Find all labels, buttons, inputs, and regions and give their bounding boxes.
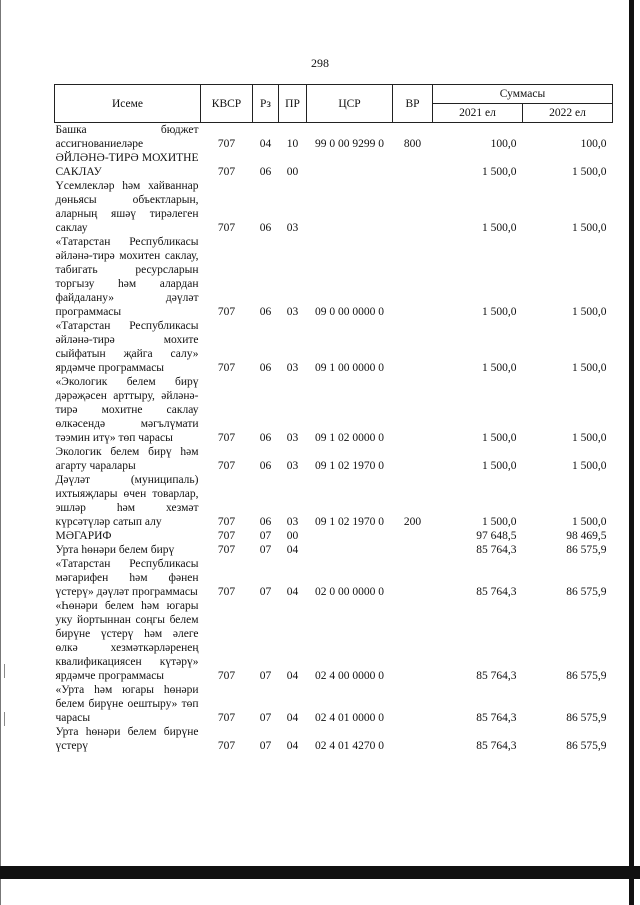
row-rz: 06 <box>259 222 272 234</box>
row-sum-2021: 1 500,0 <box>482 166 517 178</box>
row-kvsr: 707 <box>217 166 236 178</box>
row-vr <box>393 319 433 375</box>
row-name: «Экологик белем бирү дәрәҗәсен арттыру, әйләнә-тирә мохитне саклау өлкәсендә мәгълүмати тәэмин итү» төп чарасы <box>55 376 199 444</box>
row-csr <box>307 529 393 543</box>
row-sum-2022: 86 575,9 <box>566 670 607 682</box>
row-vr <box>393 557 433 599</box>
row-name: Дәүләт (муниципаль) ихтыяҗлары өчен товарлар, эшләр һәм хезмәт күрсәтүләр сатып алу <box>55 474 199 528</box>
row-kvsr: 707 <box>217 138 236 150</box>
row-name: Урта һөнәри белем бирү <box>55 544 175 556</box>
row-name: «Татарстан Республикасы әйләнә-тирә мохите сыйфатын җайга салу» ярдәмче программасы <box>55 320 199 374</box>
row-pr: 04 <box>286 670 299 682</box>
row-vr <box>393 445 433 473</box>
row-csr: 02 4 01 4270 0 <box>315 740 384 752</box>
row-sum-2021: 1 500,0 <box>482 362 517 374</box>
header-vr: ВР <box>393 85 433 123</box>
row-csr: 02 4 00 0000 0 <box>315 670 384 682</box>
table-row <box>55 151 613 179</box>
row-sum-2022: 1 500,0 <box>572 460 607 472</box>
row-csr: 09 0 00 0000 0 <box>315 306 384 318</box>
row-sum-2021: 1 500,0 <box>482 460 517 472</box>
row-csr: 09 1 02 1970 0 <box>315 516 384 528</box>
row-kvsr: 707 <box>217 670 236 682</box>
row-csr: 09 1 00 0000 0 <box>315 362 384 374</box>
row-rz: 06 <box>259 516 272 528</box>
row-name: Башка бюджет ассигнованиеләре <box>55 124 199 150</box>
row-vr <box>393 375 433 445</box>
row-kvsr: 707 <box>217 516 236 528</box>
row-pr: 03 <box>286 516 299 528</box>
row-rz: 06 <box>259 432 272 444</box>
row-kvsr: 707 <box>217 460 236 472</box>
row-sum-2022: 1 500,0 <box>572 432 607 444</box>
row-kvsr: 707 <box>217 740 236 752</box>
row-rz: 07 <box>259 712 272 724</box>
row-vr <box>393 235 433 319</box>
row-sum-2021: 85 764,3 <box>476 586 517 598</box>
row-rz: 06 <box>259 166 272 178</box>
table-body <box>55 123 613 754</box>
row-sum-2021: 100,0 <box>490 138 517 150</box>
row-rz: 06 <box>259 362 272 374</box>
scan-left-edge <box>0 0 1 905</box>
row-name: Урта һөнәри белем бирүне үстерү <box>55 726 199 752</box>
scan-stray-mark <box>4 712 5 726</box>
row-csr <box>307 179 393 235</box>
row-pr: 03 <box>286 362 299 374</box>
page-number: 298 <box>311 56 329 70</box>
row-rz: 07 <box>259 586 272 598</box>
row-vr <box>393 543 433 557</box>
row-pr: 03 <box>286 222 299 234</box>
row-kvsr: 707 <box>217 222 236 234</box>
row-vr <box>393 179 433 235</box>
row-sum-2022: 86 575,9 <box>566 740 607 752</box>
row-kvsr: 707 <box>217 544 236 556</box>
row-kvsr: 707 <box>217 530 236 542</box>
row-pr: 04 <box>286 712 299 724</box>
row-pr: 04 <box>286 740 299 752</box>
table-row <box>55 599 613 683</box>
table-row <box>55 123 613 152</box>
row-csr <box>307 151 393 179</box>
row-kvsr: 707 <box>217 306 236 318</box>
row-sum-2021: 85 764,3 <box>476 670 517 682</box>
table-row <box>55 543 613 557</box>
row-pr: 10 <box>286 138 299 150</box>
row-rz: 06 <box>259 460 272 472</box>
row-name: «Һөнәри белем һәм югары уку йортыннан соңгы белем бирүне үстерү һәм әлеге өлкә хезмәткәрләренең квалификациясен күтәрү» ярдәмче программасы <box>55 600 199 682</box>
row-kvsr: 707 <box>217 432 236 444</box>
row-pr: 00 <box>286 530 299 542</box>
row-sum-2022: 86 575,9 <box>566 712 607 724</box>
row-vr: 800 <box>403 138 422 150</box>
row-sum-2021: 85 764,3 <box>476 712 517 724</box>
row-name: «Татарстан Республикасы әйләнә-тирә мохитен саклау, табигать ресурсларын торгызу һәм алардан файдалану» дәүләт программасы <box>55 236 199 318</box>
row-vr <box>393 529 433 543</box>
row-pr: 03 <box>286 432 299 444</box>
row-vr <box>393 599 433 683</box>
header-sums: Суммасы <box>433 85 613 104</box>
header-year-2021: 2021 ел <box>433 104 523 123</box>
table-row <box>55 725 613 753</box>
header-csr: ЦСР <box>307 85 393 123</box>
row-sum-2022: 86 575,9 <box>566 544 607 556</box>
row-vr <box>393 151 433 179</box>
row-name: «Урта һәм югары һөнәри белем бирүне оештыру» төп чарасы <box>55 684 199 724</box>
scan-bottom-bar <box>0 866 640 879</box>
row-pr: 04 <box>286 544 299 556</box>
table-header <box>55 85 613 123</box>
row-kvsr: 707 <box>217 586 236 598</box>
row-name: «Татарстан Республикасы мәгарифен һәм фәнен үстерү» дәүләт программасы <box>55 558 199 598</box>
table-row <box>55 319 613 375</box>
row-sum-2021: 1 500,0 <box>482 306 517 318</box>
row-sum-2022: 1 500,0 <box>572 222 607 234</box>
row-kvsr: 707 <box>217 712 236 724</box>
table-row <box>55 445 613 473</box>
row-vr: 200 <box>403 516 422 528</box>
row-csr: 99 0 00 9299 0 <box>315 138 384 150</box>
table-row <box>55 529 613 543</box>
header-rz: Рз <box>253 85 279 123</box>
header-kvsr: КВСР <box>201 85 253 123</box>
row-sum-2022: 100,0 <box>580 138 607 150</box>
row-kvsr: 707 <box>217 362 236 374</box>
row-sum-2021: 85 764,3 <box>476 740 517 752</box>
row-csr: 09 1 02 1970 0 <box>315 460 384 472</box>
row-csr: 02 0 00 0000 0 <box>315 586 384 598</box>
table-row <box>55 473 613 529</box>
header-year-2022: 2022 ел <box>523 104 613 123</box>
row-pr: 04 <box>286 586 299 598</box>
row-vr <box>393 725 433 753</box>
row-rz: 07 <box>259 530 272 542</box>
row-csr: 09 1 02 0000 0 <box>315 432 384 444</box>
row-sum-2021: 1 500,0 <box>482 432 517 444</box>
row-rz: 04 <box>259 138 272 150</box>
row-rz: 07 <box>259 670 272 682</box>
row-name: Үсемлекләр һәм хайваннар дөньясы объектларын, аларның яшәү тирәлеген саклау <box>55 180 199 234</box>
row-name: МӘГАРИФ <box>55 530 112 542</box>
table-row <box>55 179 613 235</box>
header-pr: ПР <box>279 85 307 123</box>
row-sum-2022: 1 500,0 <box>572 516 607 528</box>
header-name: Исеме <box>55 85 201 123</box>
row-sum-2022: 1 500,0 <box>572 362 607 374</box>
row-name: ӘЙЛӘНӘ-ТИРӘ МОХИТНЕ САКЛАУ <box>55 152 199 178</box>
row-rz: 06 <box>259 306 272 318</box>
row-sum-2022: 1 500,0 <box>572 306 607 318</box>
table-row <box>55 375 613 445</box>
budget-table <box>54 84 613 753</box>
row-sum-2022: 86 575,9 <box>566 586 607 598</box>
row-csr: 02 4 01 0000 0 <box>315 712 384 724</box>
table-row <box>55 557 613 599</box>
row-sum-2022: 98 469,5 <box>566 530 607 542</box>
table-row <box>55 235 613 319</box>
row-sum-2021: 1 500,0 <box>482 222 517 234</box>
row-sum-2022: 1 500,0 <box>572 166 607 178</box>
row-pr: 00 <box>286 166 299 178</box>
scan-right-edge <box>629 0 634 905</box>
row-pr: 03 <box>286 460 299 472</box>
row-pr: 03 <box>286 306 299 318</box>
row-sum-2021: 1 500,0 <box>482 516 517 528</box>
table-row <box>55 683 613 725</box>
scan-stray-mark <box>4 664 5 678</box>
row-name: Экологик белем бирү һәм агарту чаралары <box>55 446 199 472</box>
row-rz: 07 <box>259 740 272 752</box>
row-sum-2021: 85 764,3 <box>476 544 517 556</box>
row-sum-2021: 97 648,5 <box>476 530 517 542</box>
row-csr <box>307 543 393 557</box>
row-rz: 07 <box>259 544 272 556</box>
row-vr <box>393 683 433 725</box>
